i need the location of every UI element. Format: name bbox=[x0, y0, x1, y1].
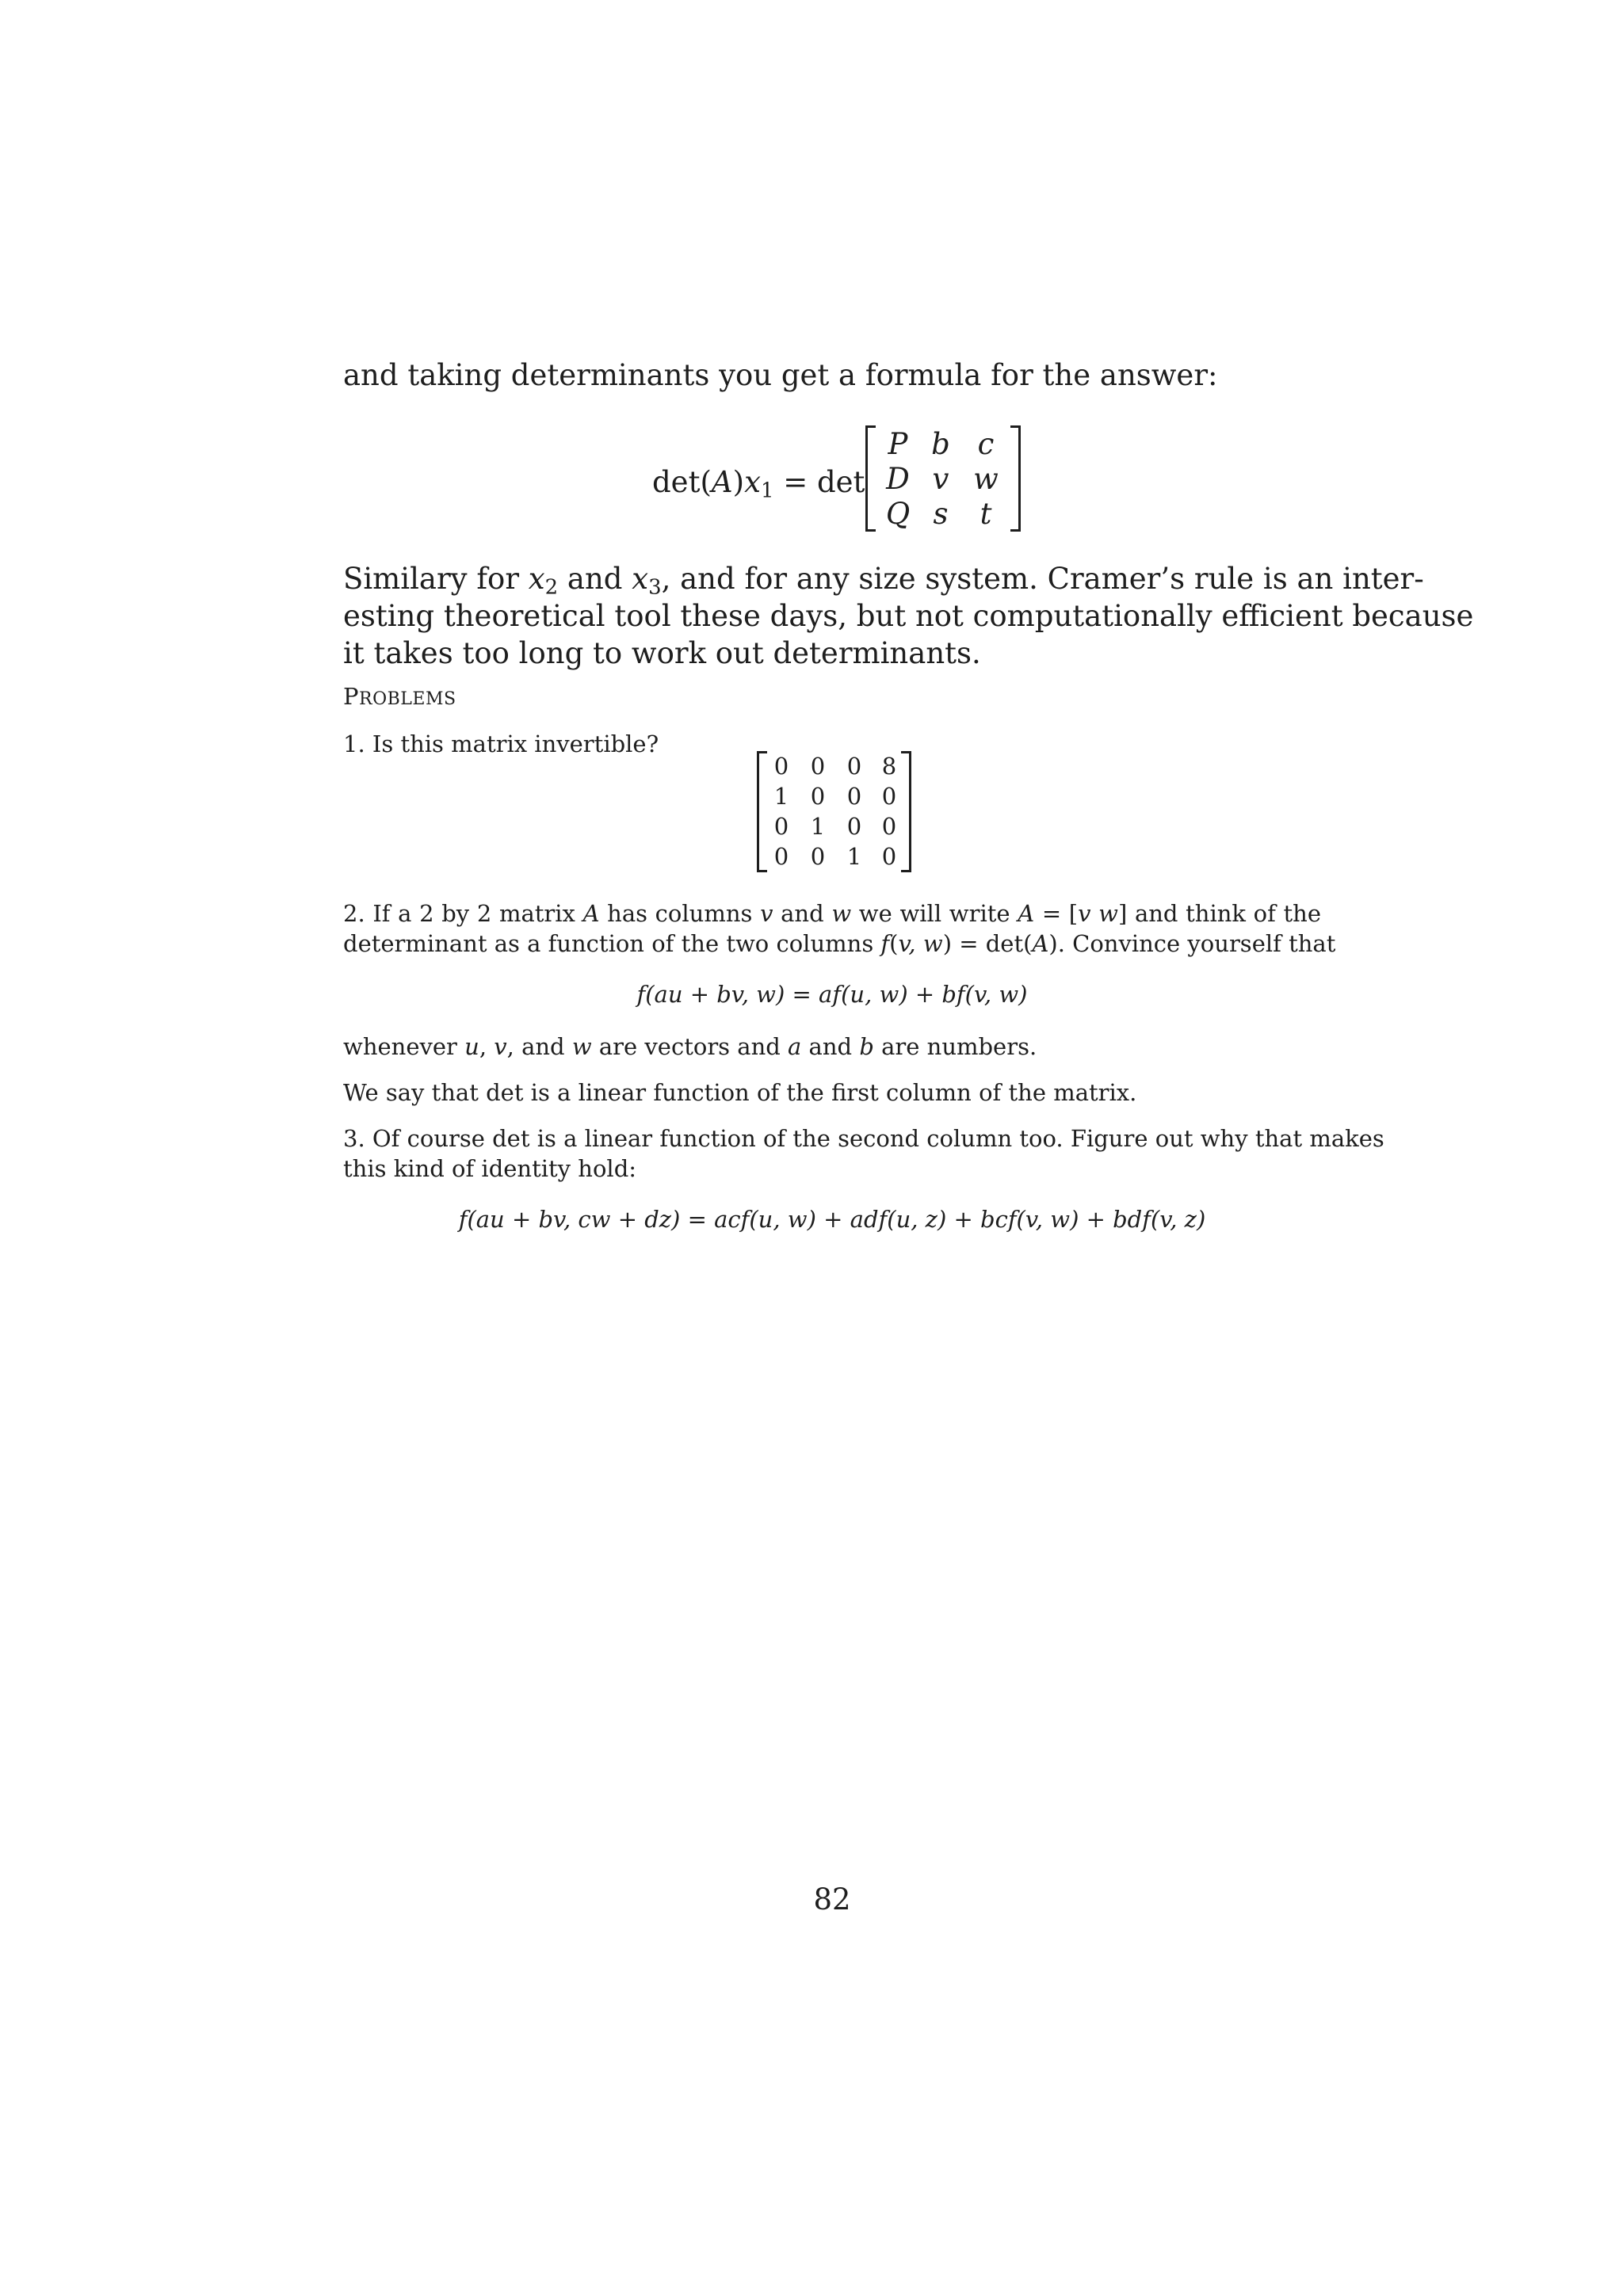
problem-2-line-1: 2. If a 2 by 2 matrix A has columns v and w we will write A = [v w] and think of the bbox=[343, 900, 1321, 927]
right-bracket bbox=[1010, 425, 1021, 532]
problem-1-matrix-cell: 0 bbox=[773, 813, 789, 840]
cramer-matrix-cell: b bbox=[931, 427, 950, 461]
problems-heading: PROBLEMS bbox=[343, 683, 456, 710]
problem-1-matrix-cell: 0 bbox=[846, 753, 862, 780]
problem-1-matrix-cell: 0 bbox=[846, 783, 862, 810]
cramer-matrix-cell: c bbox=[977, 427, 995, 461]
lhs-x: x bbox=[744, 465, 761, 499]
problem-3-line-1: 3. Of course det is a linear function of the second column too. Figure out why that makes bbox=[343, 1125, 1384, 1152]
problem-1-matrix-cell: 0 bbox=[810, 783, 826, 810]
problem-2-line-4: We say that det is a linear function of the first column of the matrix. bbox=[343, 1079, 1137, 1106]
problem-1-matrix-grid bbox=[763, 751, 906, 871]
lhs-sub: 1 bbox=[760, 479, 774, 503]
paragraph-line-1: Similary for $x_2$ and $x_3$, and for any size system. Cramer’s rule is an inter- bbox=[343, 562, 1424, 600]
problem-1-matrix-cell: 0 bbox=[846, 813, 862, 840]
cramer-matrix-cell: t bbox=[980, 497, 992, 531]
problem-1-matrix-cell: 0 bbox=[881, 813, 897, 840]
problem-1-matrix-cell: 0 bbox=[810, 753, 826, 780]
problem-1-matrix-cell: 1 bbox=[773, 783, 789, 810]
problem-1-matrix-cell: 0 bbox=[881, 783, 897, 810]
lhs-det: det( bbox=[652, 465, 712, 499]
equals-det: = det bbox=[783, 465, 865, 499]
left-bracket bbox=[865, 425, 876, 532]
problem-1-matrix-cell: 0 bbox=[773, 753, 789, 780]
problem-1-text: 1. Is this matrix invertible? bbox=[343, 730, 659, 757]
intro-line: and taking determinants you get a formula for the answer: bbox=[343, 358, 1218, 392]
cramer-matrix-grid bbox=[876, 427, 1010, 532]
cramer-matrix-cell: w bbox=[973, 462, 999, 496]
problem-1-matrix-cell: 1 bbox=[810, 813, 826, 840]
page-number: 82 bbox=[813, 1882, 851, 1917]
problem-1-matrix-cell: 1 bbox=[846, 843, 862, 870]
problem-1-matrix-cell: 0 bbox=[773, 843, 789, 870]
cramer-matrix-cell: P bbox=[888, 427, 908, 461]
problem-1-matrix bbox=[757, 751, 911, 872]
problem-1-matrix-cell: 0 bbox=[881, 843, 897, 870]
paragraph-line-3: it takes too long to work out determinants. bbox=[343, 636, 981, 670]
problem-1-matrix-cell: 0 bbox=[810, 843, 826, 870]
lhs-close: ) bbox=[732, 465, 745, 499]
cramer-matrix bbox=[865, 425, 1021, 532]
cramer-matrix-cell: s bbox=[933, 497, 949, 531]
cramer-matrix-cell: Q bbox=[885, 497, 911, 531]
problem-2-line-2: determinant as a function of the two columns f(v, w) = det(A). Convince yourself that bbox=[343, 930, 1336, 957]
cramer-lhs bbox=[652, 463, 865, 502]
problem-2-line-3: whenever u, v, and w are vectors and a and b are numbers. bbox=[343, 1033, 1037, 1060]
problem-3-formula: f(au + bv, cw + dz) = acf(u, w) + adf(u, z) + bcf(v, w) + bdf(v, z) bbox=[458, 1206, 1206, 1233]
paragraph-line-2: esting theoretical tool these days, but not computationally efficient because bbox=[343, 599, 1474, 633]
problem-1-matrix-cell: 8 bbox=[881, 753, 897, 780]
cramer-matrix-cell: v bbox=[932, 462, 949, 496]
problem-3-line-2: this kind of identity hold: bbox=[343, 1155, 637, 1182]
problem-2-formula: f(au + bv, w) = af(u, w) + bf(v, w) bbox=[636, 981, 1028, 1008]
cramer-matrix-cell: D bbox=[886, 462, 910, 496]
lhs-A: A bbox=[711, 465, 733, 499]
